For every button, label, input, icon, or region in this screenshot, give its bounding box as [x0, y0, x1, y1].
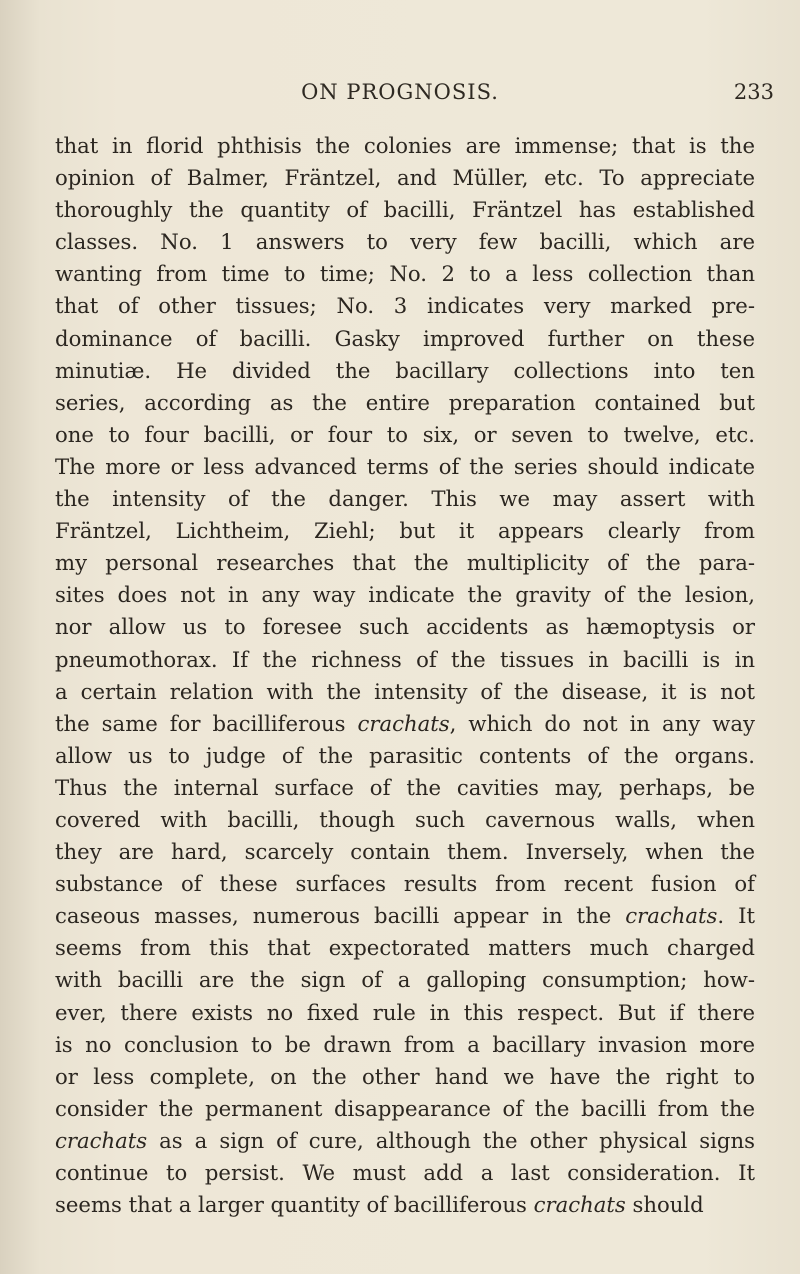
- text-line: nor allow us to foresee such accidents as hæmoptysis or: [55, 614, 755, 640]
- text-line: [55, 900, 755, 932]
- text-line: seems from this that expectorated matters much charged: [55, 935, 755, 961]
- italic-term: crachats: [357, 710, 450, 736]
- text-line: The more or less advanced terms of the series should indicate: [55, 453, 755, 479]
- body-text: [55, 130, 755, 1221]
- text-line: classes. No. 1 answers to very few bacilli, which are: [55, 229, 755, 255]
- text-segment: as a sign of cure, although the other physical signs: [147, 1127, 755, 1153]
- text-segment: seems that a larger quantity of bacilliferous: [55, 1192, 534, 1218]
- text-segment: . It: [717, 903, 755, 929]
- text-line: pneumothorax. If the richness of the tissues in bacilli is in: [55, 646, 755, 672]
- text-line: Thus the internal surface of the cavities may, perhaps, be: [55, 774, 755, 800]
- text-segment: the same for bacilliferous: [55, 710, 358, 736]
- text-line: [55, 1125, 755, 1157]
- italic-term: crachats: [55, 1127, 148, 1153]
- text-line: ever, there exists no fixed rule in this respect. But if there: [55, 999, 755, 1025]
- italic-term: crachats: [533, 1192, 626, 1218]
- text-line: dominance of bacilli. Gasky improved further on these: [55, 325, 755, 351]
- text-line: continue to persist. We must add a last consideration. It: [55, 1160, 755, 1185]
- text-line: covered with bacilli, though such cavernous walls, when: [55, 806, 755, 832]
- text-line: a certain relation with the intensity of the disease, it is not: [55, 678, 755, 704]
- text-line: that of other tissues; No. 3 indicates very marked pre-: [55, 293, 755, 319]
- italic-term: crachats: [625, 903, 718, 929]
- running-title: ON PROGNOSIS.: [301, 80, 499, 104]
- text-line: [55, 708, 755, 740]
- text-line: series, according as the entire preparation contained but: [55, 389, 755, 415]
- text-segment: caseous masses, numerous bacilli appear in the: [55, 903, 626, 929]
- text-line: my personal researches that the multiplicity of the para-: [55, 550, 755, 576]
- text-segment: should: [625, 1192, 704, 1218]
- text-line: with bacilli are the sign of a galloping consumption; how-: [55, 967, 755, 993]
- text-line: substance of these surfaces results from recent fusion of: [55, 871, 755, 897]
- text-line: Fräntzel, Lichtheim, Ziehl; but it appears clearly from: [55, 518, 755, 544]
- page-header: [0, 80, 800, 110]
- text-line: or less complete, on the other hand we have the right to: [55, 1063, 755, 1089]
- page-number: 233: [733, 80, 774, 104]
- text-line: opinion of Balmer, Fräntzel, and Müller, etc. To appreciate: [55, 165, 755, 191]
- text-segment: , which do not in any way: [449, 710, 756, 736]
- text-line: [55, 1189, 755, 1221]
- text-line: is no conclusion to be drawn from a bacillary invasion more: [55, 1031, 755, 1057]
- text-line: consider the permanent disappearance of the bacilli from the: [55, 1095, 755, 1121]
- text-line: the intensity of the danger. This we may assert with: [55, 486, 755, 512]
- text-line: thoroughly the quantity of bacilli, Fräntzel has established: [55, 197, 755, 223]
- text-line: allow us to judge of the parasitic contents of the organs.: [55, 742, 755, 768]
- text-line: they are hard, scarcely contain them. Inversely, when the: [55, 839, 755, 865]
- text-line: sites does not in any way indicate the gravity of the lesion,: [55, 582, 755, 608]
- text-line: that in florid phthisis the colonies are immense; that is the: [55, 133, 755, 158]
- text-line: one to four bacilli, or four to six, or seven to twelve, etc.: [55, 421, 755, 447]
- text-line: minutiæ. He divided the bacillary collections into ten: [55, 357, 755, 383]
- text-line: wanting from time to time; No. 2 to a less collection than: [55, 261, 755, 287]
